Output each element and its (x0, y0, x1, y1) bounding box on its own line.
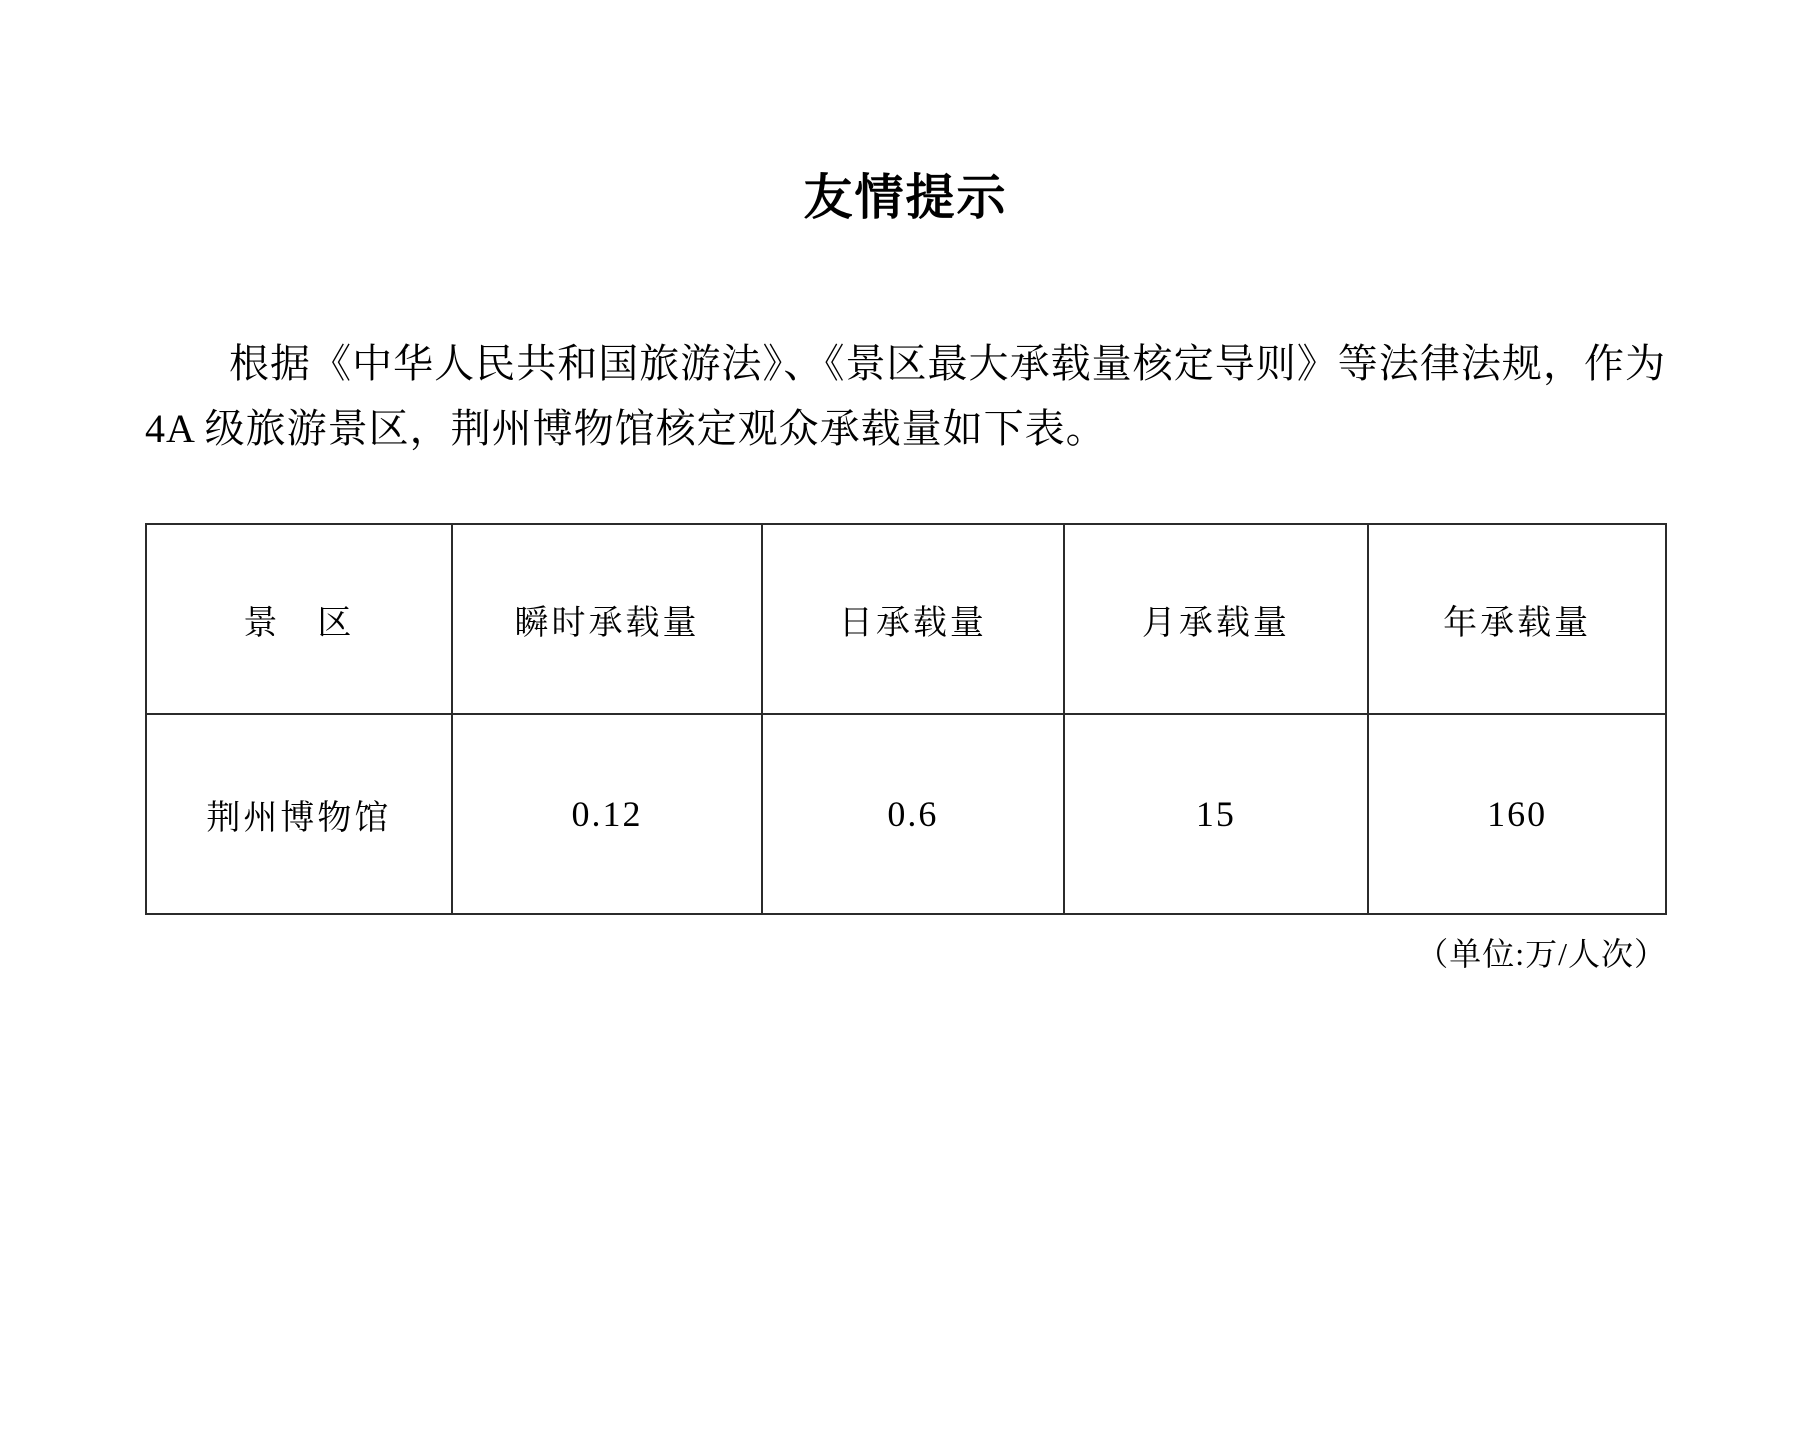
table-row (146, 714, 1666, 914)
capacity-table (145, 523, 1667, 915)
cell-monthly-capacity: 15 (1064, 714, 1369, 914)
table-header-scenic-area: 景 区 (146, 524, 452, 714)
cell-annual-capacity: 160 (1368, 714, 1666, 914)
table-header-instant-capacity: 瞬时承载量 (452, 524, 762, 714)
cell-instant-capacity: 0.12 (452, 714, 762, 914)
cell-daily-capacity: 0.6 (762, 714, 1063, 914)
table-header-daily-capacity: 日承载量 (762, 524, 1063, 714)
page-title: 友情提示 (803, 168, 1008, 226)
table-header-annual-capacity: 年承载量 (1368, 524, 1666, 714)
table-header-monthly-capacity: 月承载量 (1064, 524, 1369, 714)
document-page (0, 168, 1811, 1448)
cell-scenic-area: 荆州博物馆 (146, 714, 452, 914)
unit-note: （单位:万/人次） (1416, 936, 1667, 973)
paragraph-text: 根据《中华人民共和国旅游法》、《景区最大承载量核定导则》等法律法规，作为 4A 级旅游景区，荆州博物馆核定观众承载量如下表。 (145, 340, 1666, 451)
table-header-row (146, 524, 1666, 714)
body-paragraph (145, 332, 1666, 462)
